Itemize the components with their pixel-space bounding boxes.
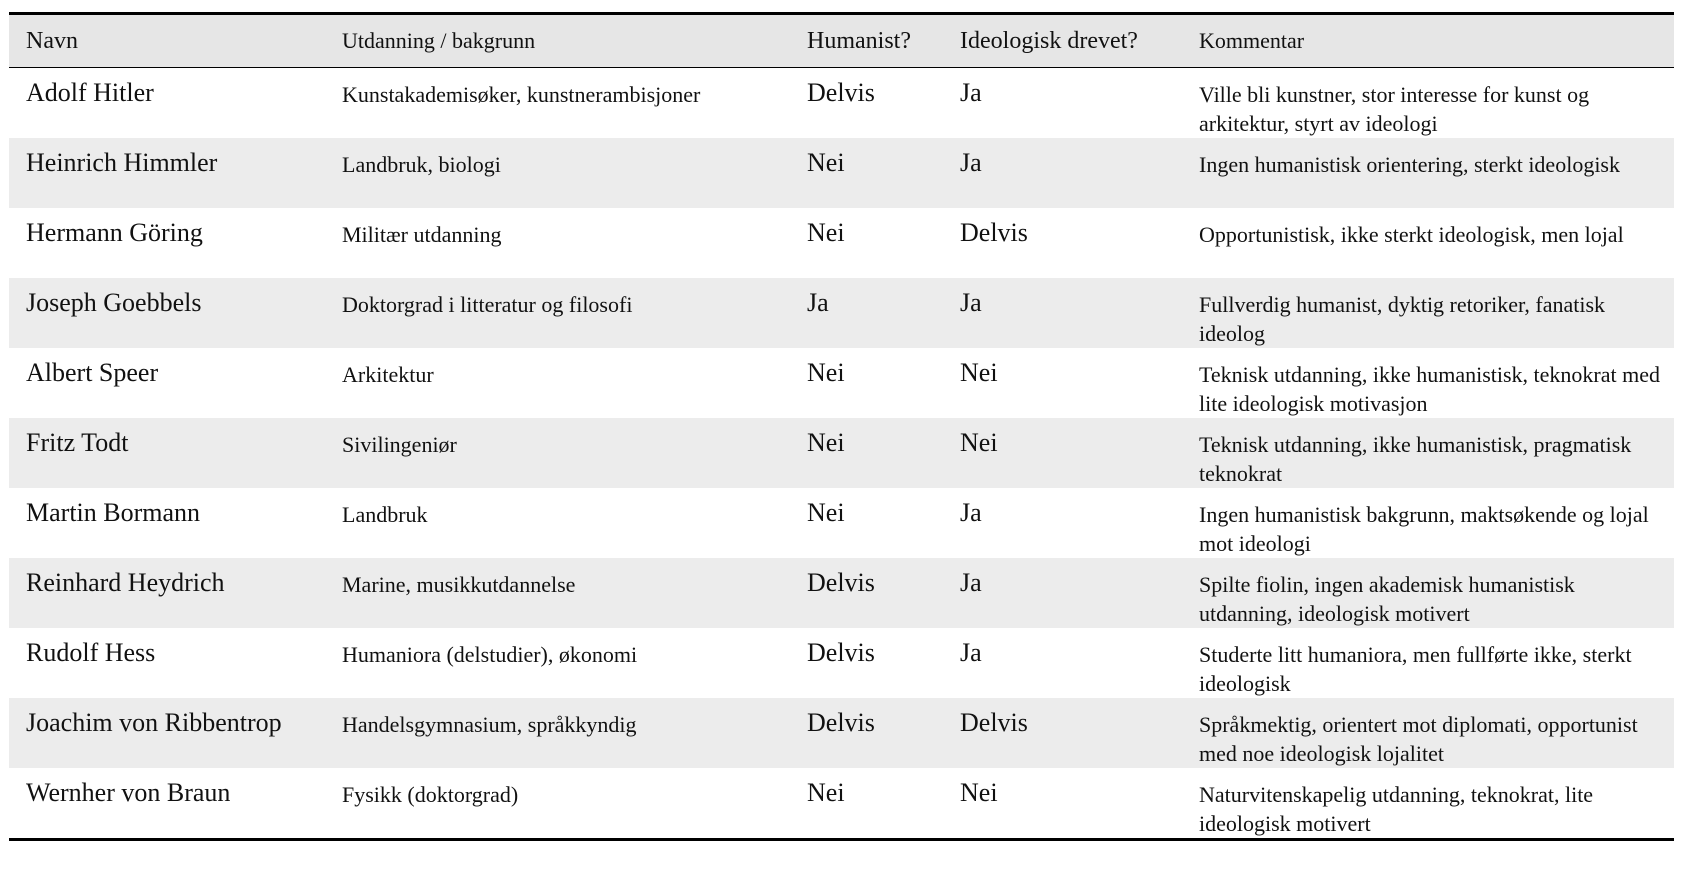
- cell-humanist: Delvis: [807, 638, 875, 667]
- cell-humanist: Nei: [807, 218, 845, 247]
- cell-ideological: Ja: [960, 498, 982, 527]
- header-row: [9, 15, 1674, 68]
- table-row: [9, 138, 1674, 208]
- cell-education: Landbruk, biologi: [342, 152, 501, 177]
- table-row: [9, 418, 1674, 488]
- cell-education: Landbruk: [342, 502, 428, 527]
- table-row: [9, 208, 1674, 278]
- cell-comment: Studerte litt humaniora, men fullførte ikke, sterkt ideologisk: [1199, 642, 1632, 696]
- header-name: Navn: [9, 15, 325, 68]
- cell-ideological: Ja: [960, 638, 982, 667]
- cell-education: Sivilingeniør: [342, 432, 457, 457]
- header-ideological: Ideologisk drevet?: [943, 15, 1182, 68]
- table-row: [9, 348, 1674, 418]
- cell-education: Marine, musikkutdannelse: [342, 572, 576, 597]
- data-table-container: [9, 12, 1674, 841]
- cell-education: Doktorgrad i litteratur og filosofi: [342, 292, 633, 317]
- cell-ideological: Ja: [960, 78, 982, 107]
- cell-education: Fysikk (doktorgrad): [342, 782, 519, 807]
- cell-education: Handelsgymnasium, språkkyndig: [342, 712, 637, 737]
- cell-education: Militær utdanning: [342, 222, 502, 247]
- cell-comment: Ingen humanistisk orientering, sterkt ideologisk: [1199, 152, 1620, 177]
- header-humanist: Humanist?: [790, 15, 943, 68]
- table-row: [9, 768, 1674, 838]
- cell-name: Fritz Todt: [26, 428, 129, 457]
- cell-comment: Ingen humanistisk bakgrunn, maktsøkende og lojal mot ideologi: [1199, 502, 1649, 556]
- header-education: Utdanning / bakgrunn: [325, 15, 790, 68]
- cell-name: Reinhard Heydrich: [26, 568, 225, 597]
- data-table: [9, 15, 1674, 838]
- cell-ideological: Delvis: [960, 708, 1028, 737]
- cell-comment: Fullverdig humanist, dyktig retoriker, fanatisk ideolog: [1199, 292, 1606, 346]
- cell-education: Arkitektur: [342, 362, 434, 387]
- header-comment: Kommentar: [1182, 15, 1674, 68]
- cell-humanist: Nei: [807, 778, 845, 807]
- cell-humanist: Nei: [807, 358, 845, 387]
- cell-ideological: Nei: [960, 428, 998, 457]
- cell-name: Albert Speer: [26, 358, 159, 387]
- cell-ideological: Ja: [960, 568, 982, 597]
- table-row: [9, 278, 1674, 348]
- cell-ideological: Nei: [960, 778, 998, 807]
- cell-comment: Språkmektig, orientert mot diplomati, opportunist med noe ideologisk lojalitet: [1199, 712, 1638, 766]
- cell-humanist: Nei: [807, 148, 845, 177]
- cell-ideological: Ja: [960, 148, 982, 177]
- cell-comment: Teknisk utdanning, ikke humanistisk, pragmatisk teknokrat: [1199, 432, 1632, 486]
- table-row: [9, 698, 1674, 768]
- cell-comment: Teknisk utdanning, ikke humanistisk, teknokrat med lite ideologisk motivasjon: [1199, 362, 1661, 416]
- cell-humanist: Delvis: [807, 708, 875, 737]
- cell-education: Kunstakademisøker, kunstnerambisjoner: [342, 82, 701, 107]
- cell-comment: Ville bli kunstner, stor interesse for kunst og arkitektur, styrt av ideologi: [1199, 82, 1590, 136]
- cell-education: Humaniora (delstudier), økonomi: [342, 642, 638, 667]
- cell-name: Joachim von Ribbentrop: [26, 708, 282, 737]
- cell-name: Hermann Göring: [26, 218, 203, 247]
- cell-humanist: Nei: [807, 498, 845, 527]
- table-row: [9, 488, 1674, 558]
- table-row: [9, 558, 1674, 628]
- cell-name: Rudolf Hess: [26, 638, 156, 667]
- cell-humanist: Delvis: [807, 78, 875, 107]
- cell-name: Heinrich Himmler: [26, 148, 218, 177]
- cell-ideological: Ja: [960, 288, 982, 317]
- cell-humanist: Delvis: [807, 568, 875, 597]
- cell-name: Wernher von Braun: [26, 778, 231, 807]
- cell-name: Adolf Hitler: [26, 78, 154, 107]
- cell-humanist: Ja: [807, 288, 829, 317]
- cell-name: Martin Bormann: [26, 498, 201, 527]
- cell-humanist: Nei: [807, 428, 845, 457]
- cell-comment: Naturvitenskapelig utdanning, teknokrat, lite ideologisk motivert: [1199, 782, 1594, 836]
- cell-name: Joseph Goebbels: [26, 288, 202, 317]
- cell-comment: Spilte fiolin, ingen akademisk humanistisk utdanning, ideologisk motivert: [1199, 572, 1575, 626]
- cell-comment: Opportunistisk, ikke sterkt ideologisk, men lojal: [1199, 222, 1624, 247]
- table-row: [9, 68, 1674, 139]
- cell-ideological: Delvis: [960, 218, 1028, 247]
- table-row: [9, 628, 1674, 698]
- cell-ideological: Nei: [960, 358, 998, 387]
